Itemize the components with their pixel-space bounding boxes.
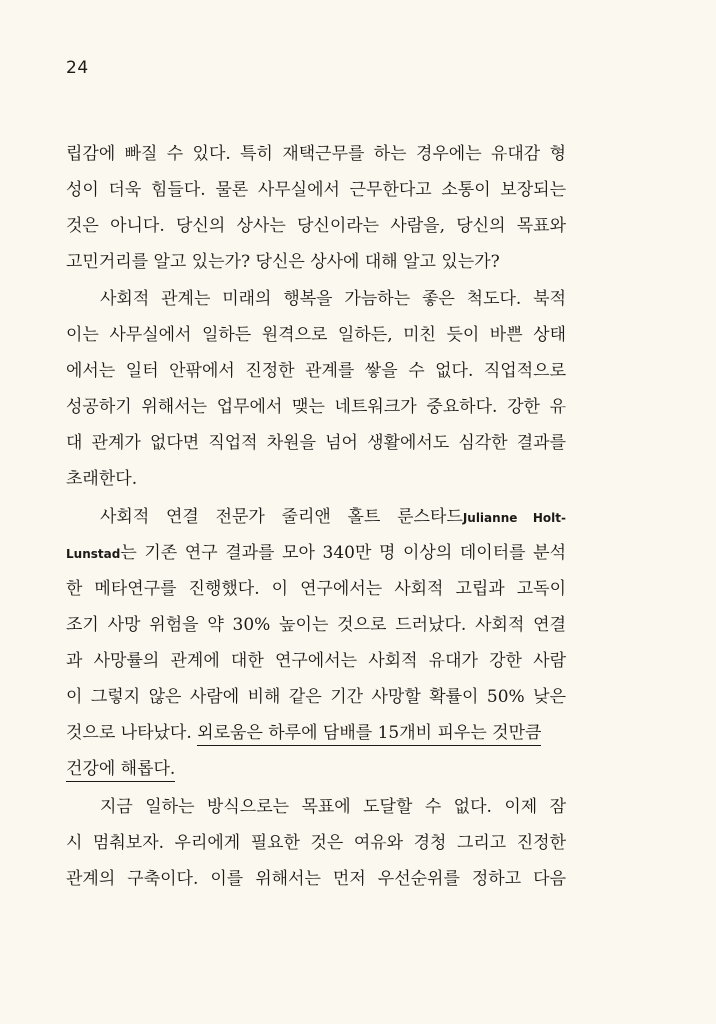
body-line: 에서는 일터 안팎에서 진정한 관계를 쌓을 수 없다. 직업적으로: [66, 361, 566, 381]
body-line: 과 사망률의 관계에 대한 연구에서는 사회적 유대가 강한 사람: [66, 651, 566, 671]
body-line: 지금 일하는 방식으로는 목표에 도달할 수 없다. 이제 잠: [100, 797, 566, 817]
body-line: 성이 더욱 힘들다. 물론 사무실에서 근무한다고 소통이 보장되는: [66, 180, 566, 200]
body-line: 시 멈춰보자. 우리에게 필요한 것은 여유와 경청 그리고 진정한: [66, 833, 566, 853]
body-line: 대 관계가 없다면 직업적 차원을 넘어 생활에서도 심각한 결과를: [66, 433, 566, 453]
original-name-note: Julianne Holt-: [462, 511, 566, 525]
body-line: 립감에 빠질 수 있다. 특히 재택근무를 하는 경우에는 유대감 형: [66, 144, 566, 164]
body-line-with-underline: [66, 751, 566, 787]
underlined-emphasis: 건강에 해롭다.: [66, 759, 175, 782]
body-line-with-name-note: [66, 499, 566, 535]
body-line: 것은 아니다. 당신의 상사는 당신이라는 사람을, 당신의 목표와: [66, 216, 566, 236]
body-line: 한 메타연구를 진행했다. 이 연구에서는 사회적 고립과 고독이: [66, 579, 566, 599]
body-line-text: 것으로 나타났다.: [66, 723, 198, 743]
body-line: 성공하기 위해서는 업무에서 맺는 네트워크가 중요하다. 강한 유: [66, 397, 566, 417]
original-name-note: Lunstad: [66, 547, 121, 561]
body-line-with-name-note: [66, 535, 566, 571]
body-line: 관계의 구축이다. 이를 위해서는 먼저 우선순위를 정하고 다음: [66, 869, 566, 889]
body-line: 조기 사망 위험을 약 30% 높이는 것으로 드러났다. 사회적 연결: [66, 615, 566, 635]
body-line: 고민거리를 알고 있는가? 당신은 상사에 대해 알고 있는가?: [66, 252, 500, 272]
body-line: 이 그렇지 않은 사람에 비해 같은 기간 사망할 확률이 50% 낮은: [66, 687, 566, 707]
underlined-emphasis: 외로움은 하루에 담배를 15개비 피우는 것만큼: [197, 723, 541, 746]
body-line: 이는 사무실에서 일하든 원격으로 일하든, 미친 듯이 바쁜 상태: [66, 325, 566, 345]
body-line-with-underline: [66, 715, 566, 751]
body-line-text: 사회적 연결 전문가 줄리앤 홀트 룬스타드: [100, 507, 463, 527]
body-line-text: 는 기존 연구 결과를 모아 340만 명 이상의 데이터를 분석: [120, 543, 566, 563]
page-number: 24: [66, 58, 89, 78]
body-line: 사회적 관계는 미래의 행복을 가늠하는 좋은 척도다. 북적: [100, 289, 566, 309]
body-line: 초래한다.: [66, 469, 138, 489]
